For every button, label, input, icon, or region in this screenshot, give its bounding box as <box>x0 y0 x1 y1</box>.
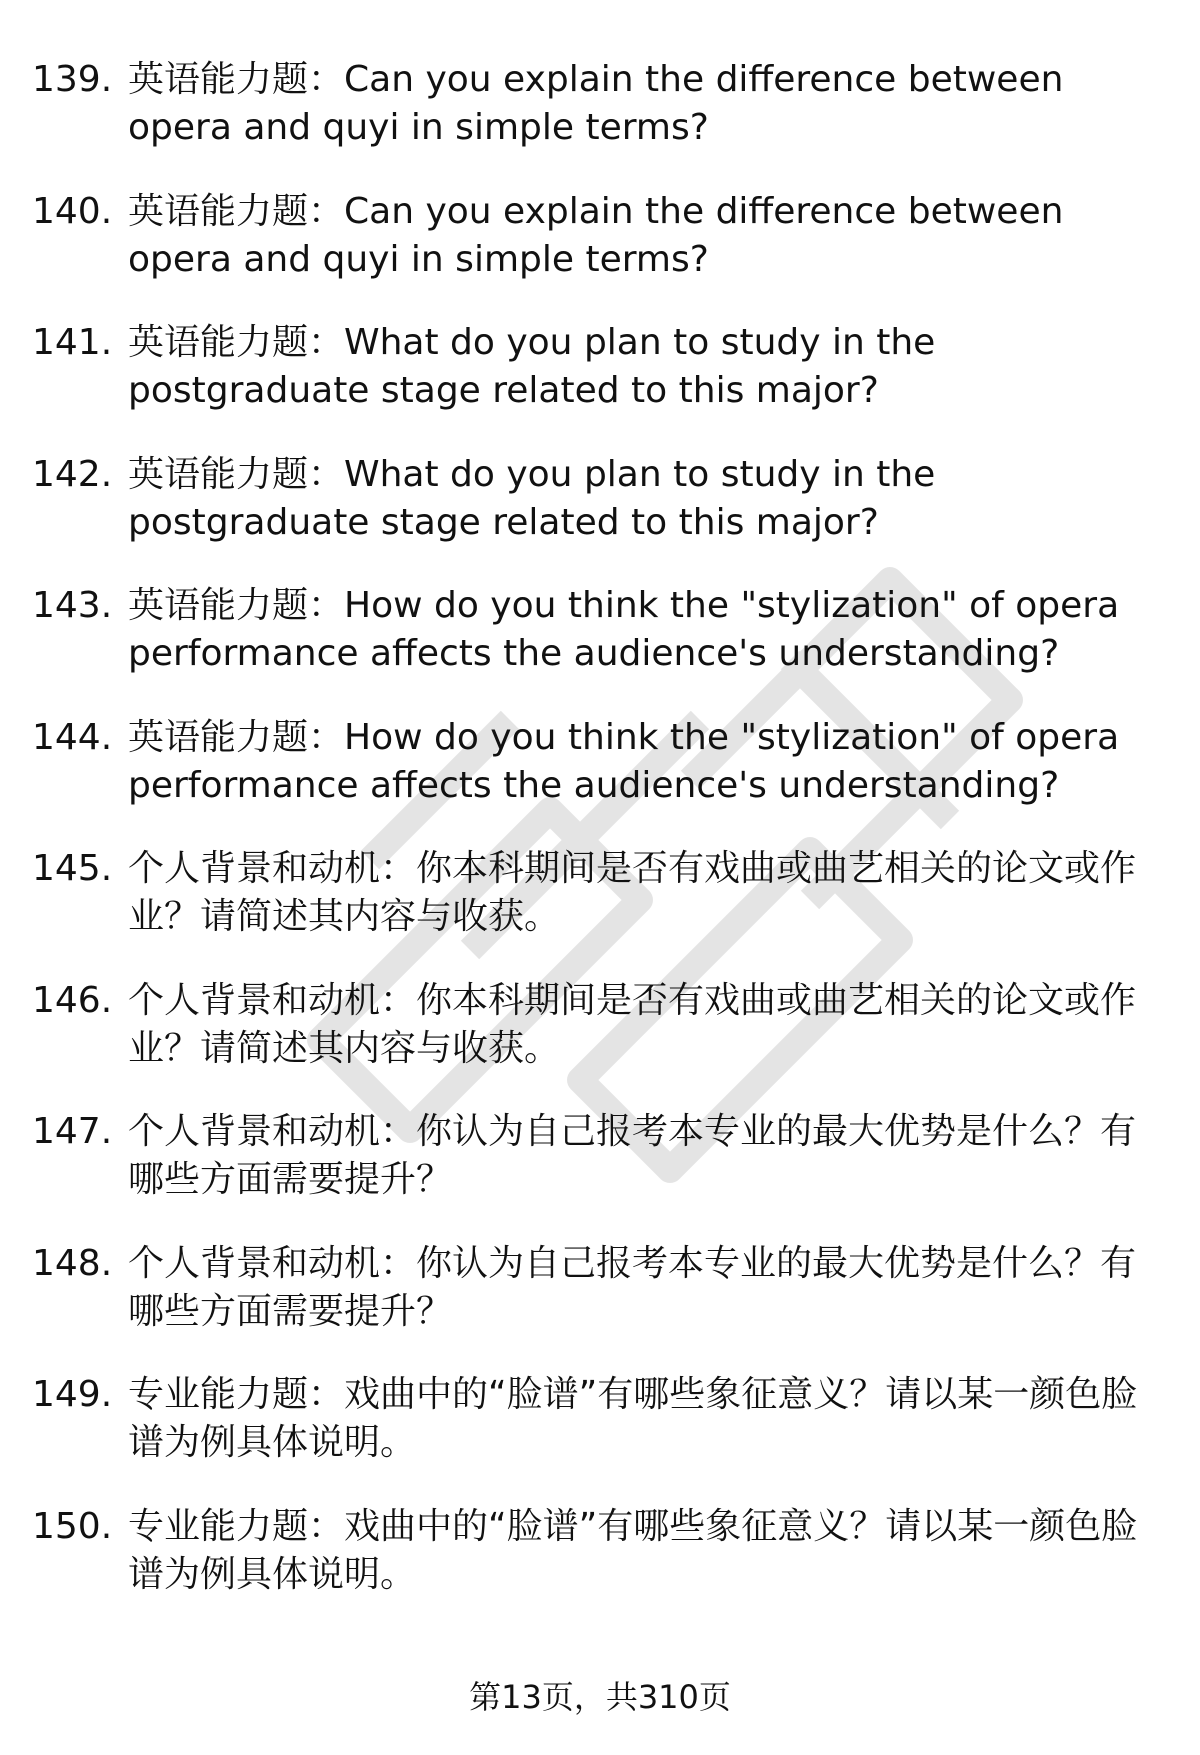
question-number: 144. <box>32 716 113 758</box>
question-text: 英语能力题：How do you think the "stylization" of opera performance affects the audience's understanding? <box>128 716 1120 806</box>
list-item <box>0 451 1200 583</box>
question-number: 150. <box>32 1505 113 1547</box>
list-item <box>0 1371 1200 1503</box>
question-list <box>0 56 1200 1634</box>
list-item <box>0 845 1200 977</box>
list-item <box>0 1240 1200 1372</box>
question-text: 英语能力题：Can you explain the difference between opera and quyi in simple terms? <box>128 190 1064 280</box>
list-item <box>0 1503 1200 1635</box>
question-text: 专业能力题：戏曲中的“脸谱”有哪些象征意义？请以某一颜色脸谱为例具体说明。 <box>128 1374 1138 1463</box>
list-item <box>0 714 1200 846</box>
question-number: 146. <box>32 979 113 1021</box>
question-number: 140. <box>32 190 113 232</box>
question-number: 139. <box>32 59 113 100</box>
question-number: 145. <box>32 848 113 889</box>
list-item <box>0 56 1200 188</box>
question-text: 个人背景和动机：你本科期间是否有戏曲或曲艺相关的论文或作业？请简述其内容与收获。 <box>128 848 1137 937</box>
question-text: 英语能力题：What do you plan to study in the postgraduate stage related to this major? <box>128 322 936 411</box>
question-text: 英语能力题：How do you think the "stylization" of opera performance affects the audience's understanding? <box>128 585 1120 674</box>
question-text: 专业能力题：戏曲中的“脸谱”有哪些象征意义？请以某一颜色脸谱为例具体说明。 <box>128 1505 1138 1595</box>
list-item <box>0 582 1200 714</box>
question-number: 142. <box>32 453 113 495</box>
question-text: 英语能力题：What do you plan to study in the postgraduate stage related to this major? <box>128 453 936 543</box>
question-number: 143. <box>32 585 113 626</box>
question-number: 141. <box>32 322 113 363</box>
question-text: 个人背景和动机：你认为自己报考本专业的最大优势是什么？有哪些方面需要提升？ <box>128 1242 1137 1332</box>
question-text: 英语能力题：Can you explain the difference between opera and quyi in simple terms? <box>128 59 1064 148</box>
question-number: 148. <box>32 1242 113 1284</box>
question-text: 个人背景和动机：你认为自己报考本专业的最大优势是什么？有哪些方面需要提升？ <box>128 1111 1137 1200</box>
question-text: 个人背景和动机：你本科期间是否有戏曲或曲艺相关的论文或作业？请简述其内容与收获。 <box>128 979 1137 1069</box>
list-item <box>0 188 1200 320</box>
page-indicator: 第13页，共310页 <box>469 1678 731 1716</box>
list-item <box>0 977 1200 1109</box>
list-item <box>0 319 1200 451</box>
question-number: 149. <box>32 1374 113 1415</box>
question-number: 147. <box>32 1111 113 1152</box>
list-item <box>0 1108 1200 1240</box>
